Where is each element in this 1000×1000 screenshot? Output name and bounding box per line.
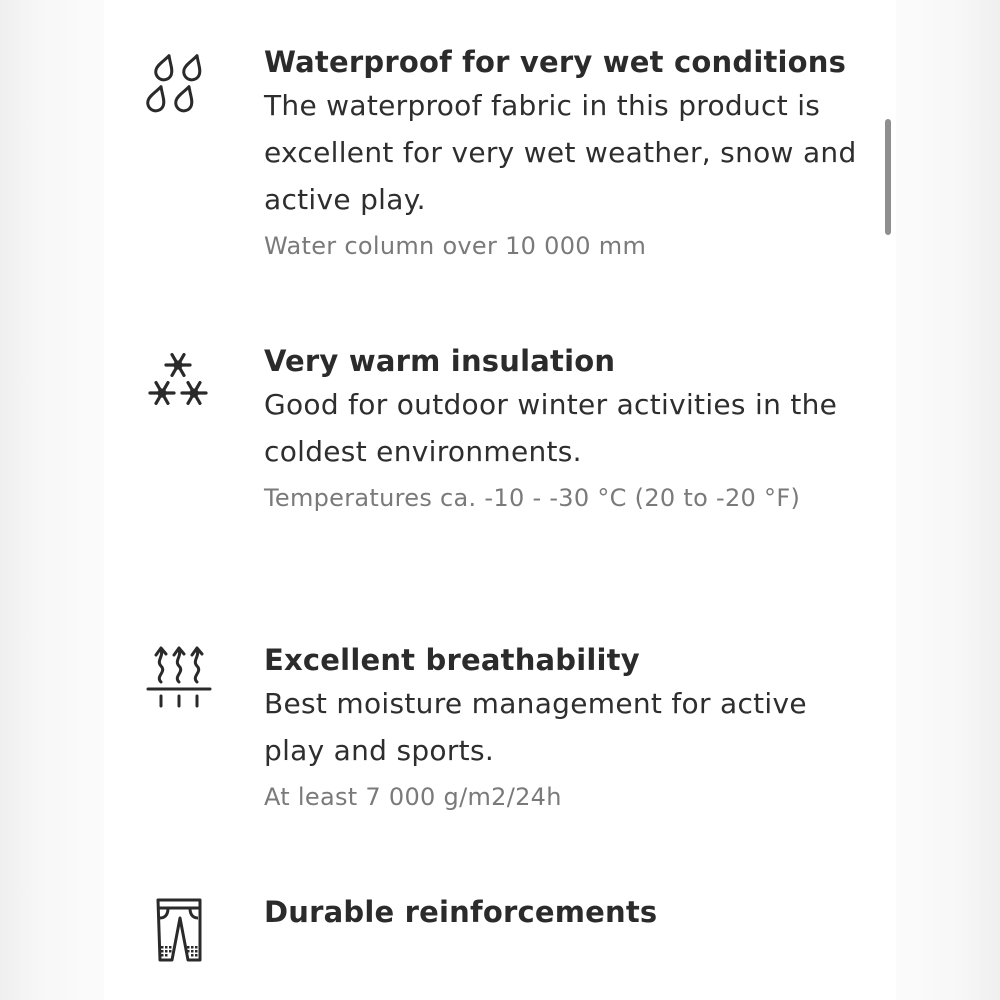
feature-text: [264, 44, 874, 269]
feature-spec: Water column over 10 000 mm: [264, 232, 647, 260]
breathability-icon: [144, 642, 216, 714]
reinforced-pants-icon: [144, 896, 216, 968]
feature-title: Excellent breathability: [264, 643, 640, 677]
feature-text: [264, 642, 874, 820]
feature-description: The waterproof fabric in this product is excellent for very wet weather, snow and active play.: [264, 89, 857, 216]
feature-description: Best moisture management for active play and sports.: [264, 687, 807, 767]
rain-drops-icon: [144, 48, 216, 120]
feature-spec: Temperatures ca. -10 - -30 °C (20 to -20 °F): [264, 484, 801, 512]
feature-title: Waterproof for very wet conditions: [264, 45, 847, 79]
product-features-panel[interactable]: [104, 0, 896, 1000]
scrollbar[interactable]: [885, 119, 891, 235]
feature-title: Durable reinforcements: [264, 895, 658, 929]
snowflakes-icon: [144, 345, 216, 417]
feature-description: Good for outdoor winter activities in the coldest environments.: [264, 388, 838, 468]
feature-title: Very warm insulation: [264, 344, 616, 378]
feature-text: [264, 894, 874, 930]
feature-text: [264, 343, 874, 521]
feature-spec: At least 7 000 g/m2/24h: [264, 783, 562, 811]
